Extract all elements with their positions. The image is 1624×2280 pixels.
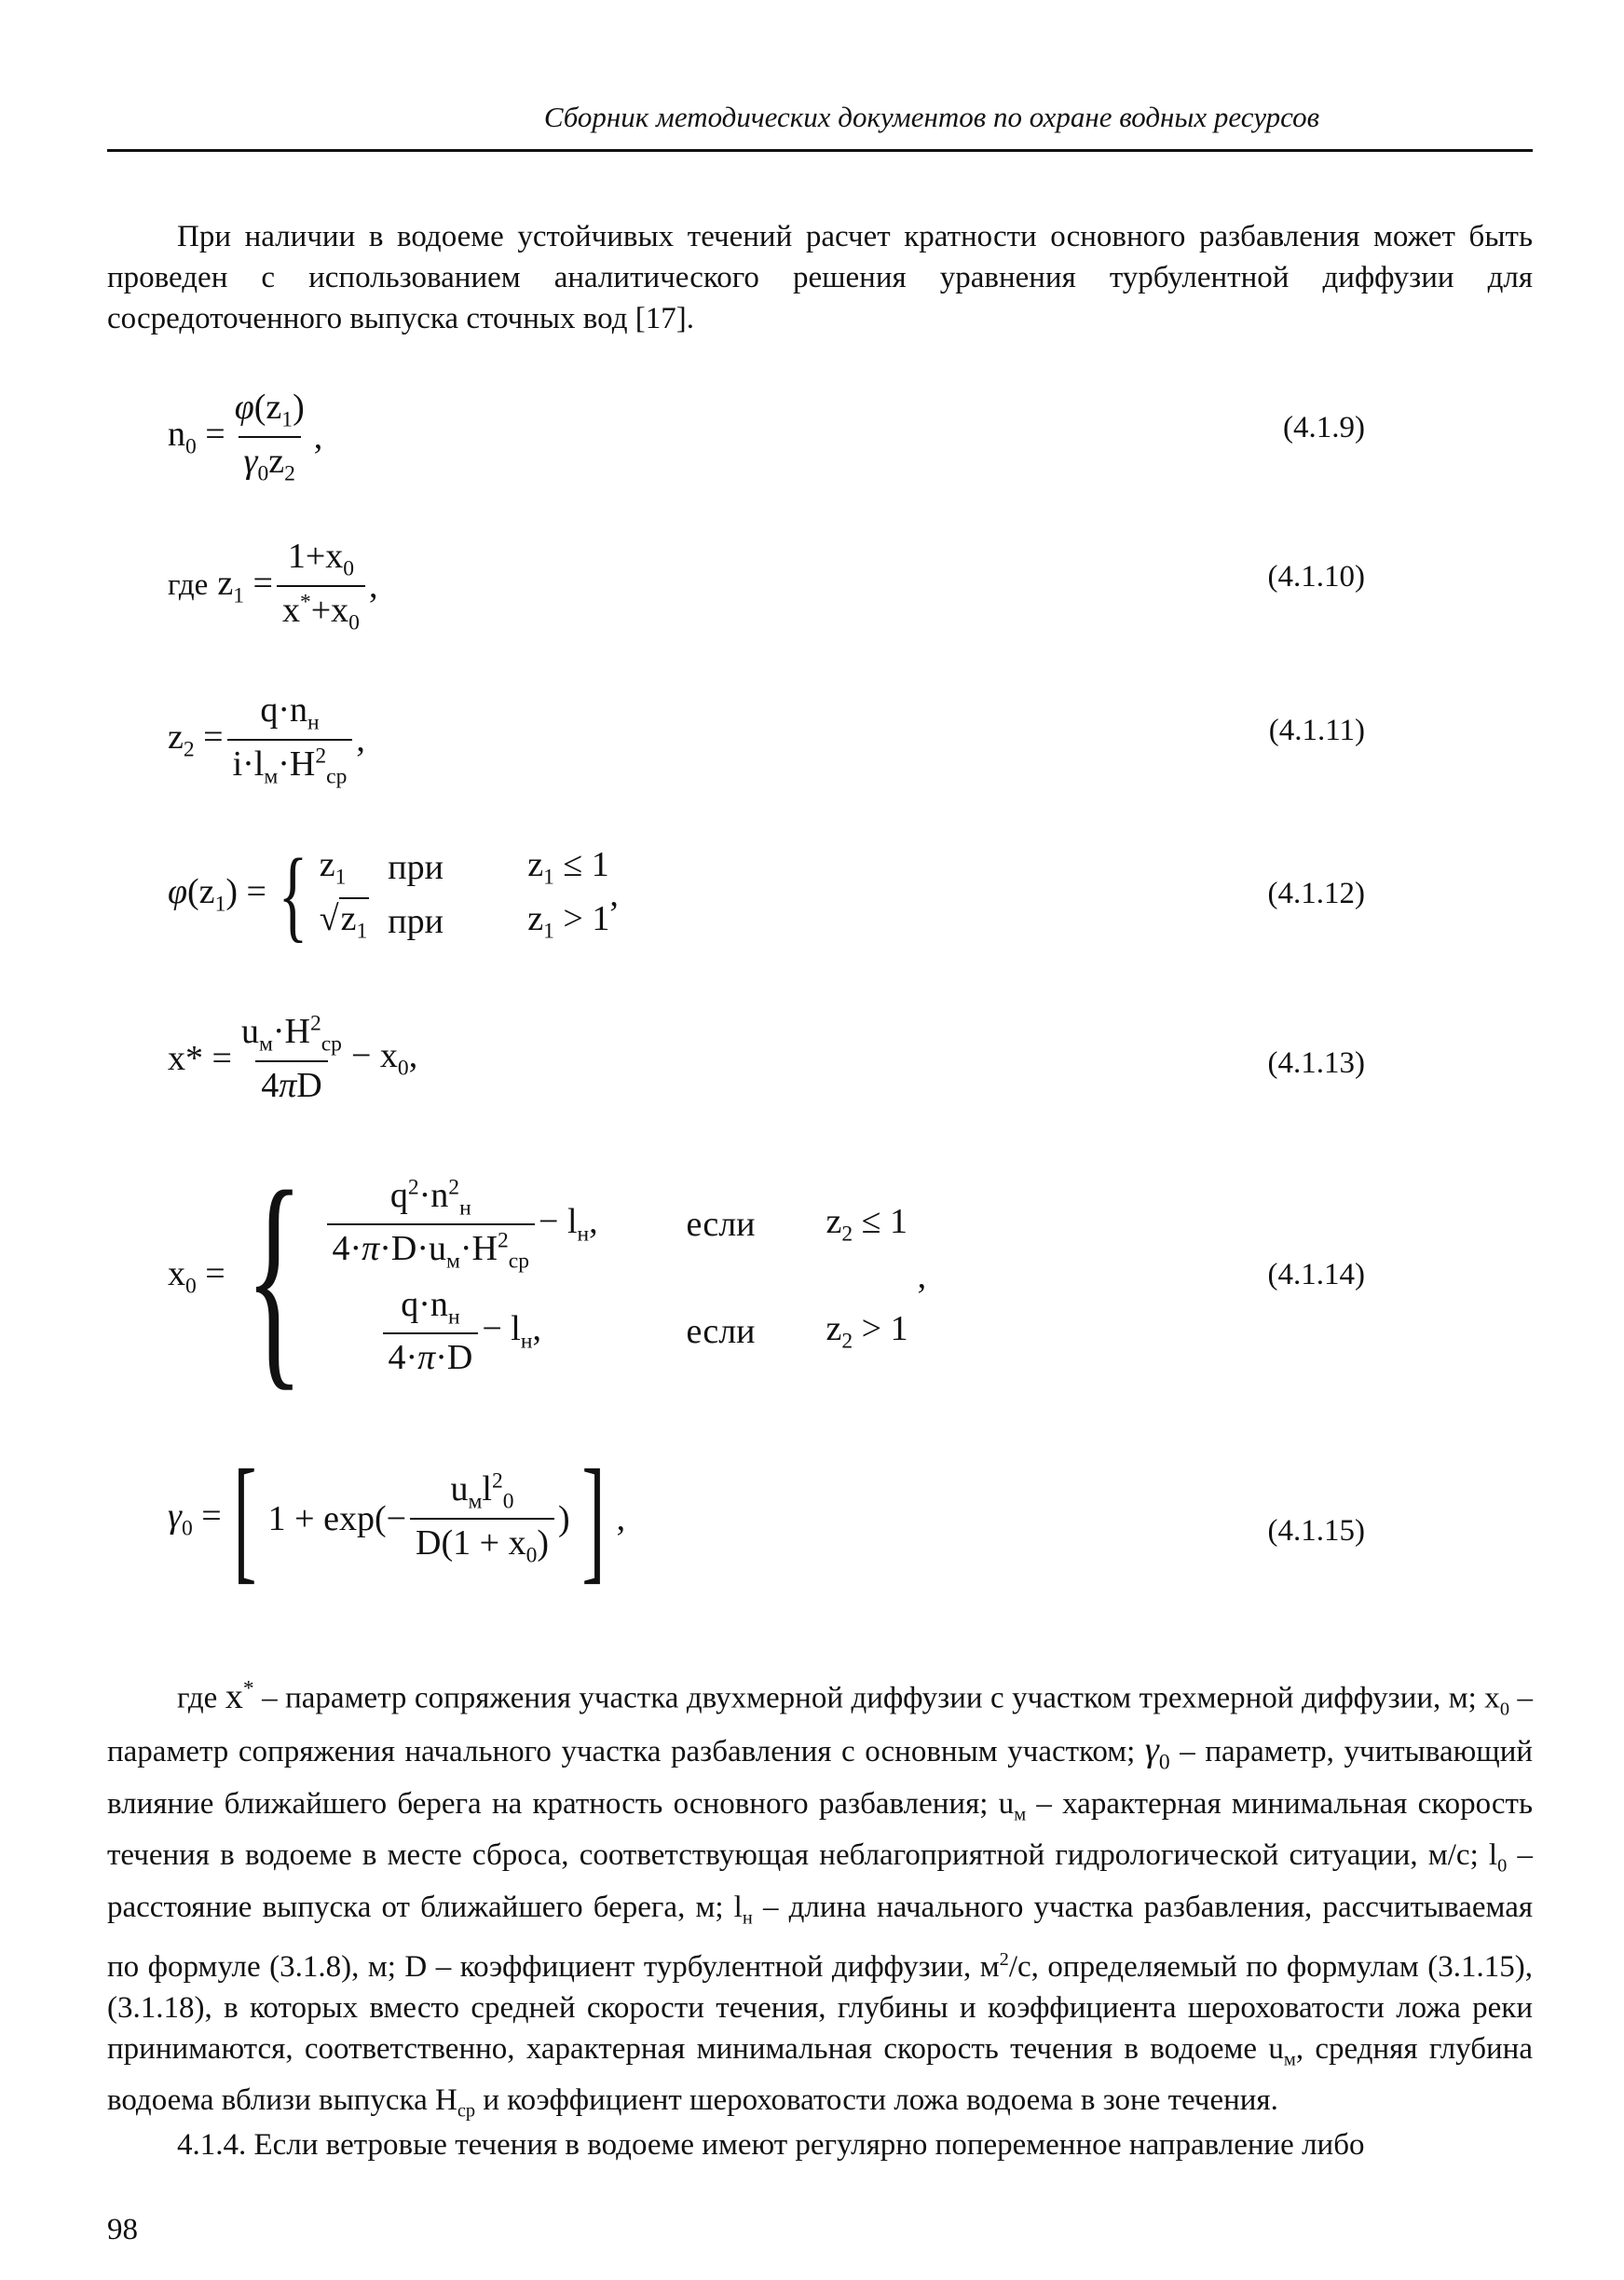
- definitions-paragraph: где x* – параметр сопряжения участка двухмерной диффузии с участком трехмерной диффузии, м; $x_0$ – параметр сопряжения начального участка разбавления с основным участком; $\gamma_0$ – параметр, учитывающий влияние ближайшего берега на кратность основного разбавления; $u_м$ – характерная минимальная скорость течения в водоеме в месте сброса, соответствующая неблагоприятной гидрологической ситуации, м/с; $l_0$ – расстояние выпуска от ближайшего берега, м; $l_н$ – длина начального участка разбавления, рассчитываемая по формуле (3.1.8), м; D – коэффициент турбулентной диффузии, $м^2/с$, определяемый по формулам (3.1.15), (3.1.18), в которых вместо средней скорости течения, глубины и коэффициента шероховатости ложа реки принимаются, соответственно, характерная минимальная скорость течения в водоеме $u_м$, средняя глубина водоема вблизи выпуска $H_{ср}$ и коэффициент шероховатости ложа водоема в зоне течения.: [107, 1676, 1534, 2122]
- equation-number: (4.1.12): [1267, 877, 1365, 910]
- equation-number: (4.1.14): [1267, 1258, 1365, 1291]
- section-paragraph: 4.1.4. Если ветровые течения в водоеме имеют регулярно попеременное направление либо: [177, 2128, 1365, 2162]
- equation-number: (4.1.15): [1267, 1514, 1365, 1548]
- equation-number: (4.1.10): [1267, 560, 1365, 594]
- page-number: 98: [107, 2213, 138, 2246]
- header-rule: [107, 149, 1533, 152]
- equation-number: (4.1.9): [1283, 411, 1365, 444]
- equation-number: (4.1.13): [1267, 1046, 1365, 1080]
- running-header: Сборник методических документов по охране водных ресурсов: [543, 101, 1320, 133]
- intro-paragraph: При наличии в водоеме устойчивых течений расчет кратности основного разбавления может быть проведен с использованием аналитического решения уравнения турбулентной диффузии для сосредоточенного выпуска сточных вод [17].: [107, 220, 1533, 335]
- equation-number: (4.1.11): [1268, 714, 1365, 747]
